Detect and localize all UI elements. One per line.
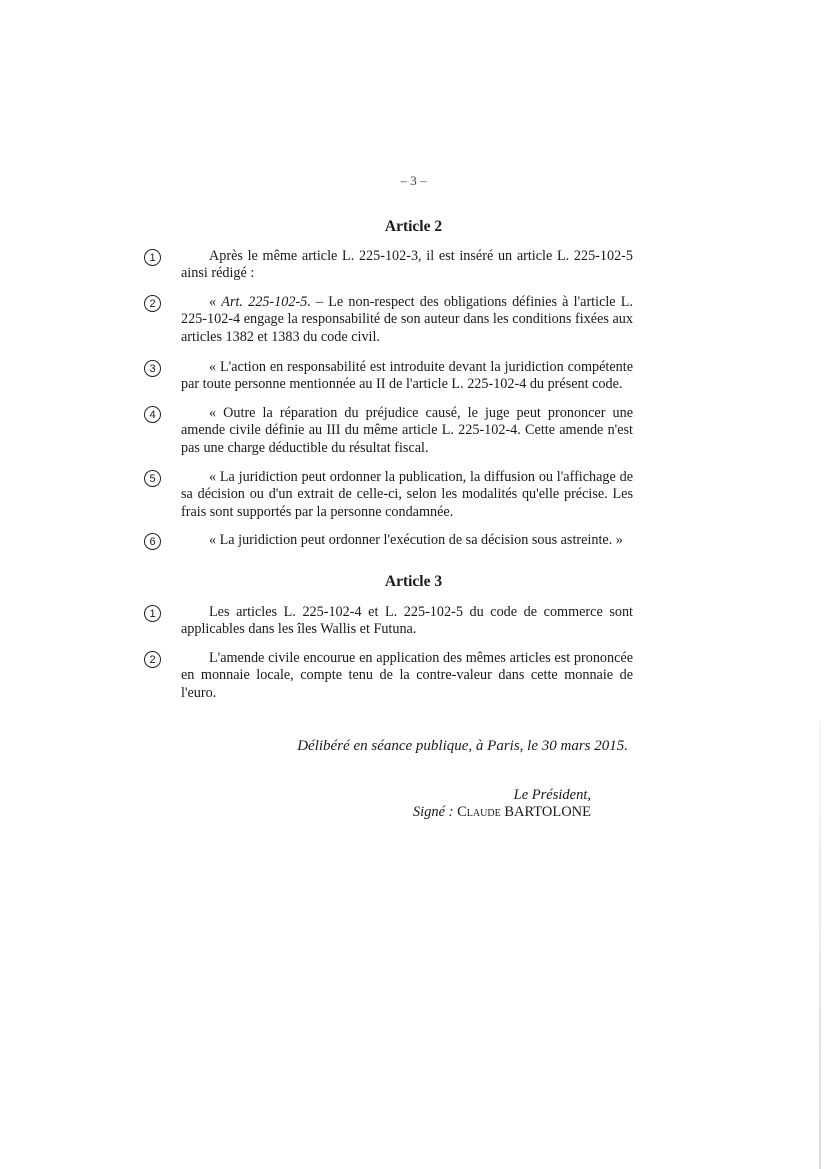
paragraph-number-marker: 1: [144, 605, 161, 622]
article-3-title: Article 3: [384, 573, 443, 590]
deliberation-statement: Délibéré en séance publique, à Paris, le 30 mars 2015.: [297, 738, 628, 754]
paragraph-text: « La juridiction peut ordonner l'exécution de sa décision sous astreinte. »: [209, 532, 623, 548]
signed-label: Signé :: [412, 804, 454, 820]
paragraph-number-marker: 2: [144, 651, 161, 668]
paragraph-text: « L'action en responsabilité est introduite devant la juridiction compétente par toute personne mentionnée au II de l'article L. 225-102-4 du présent code.: [181, 359, 633, 393]
paragraph-text: [181, 294, 633, 346]
paragraph-number-marker: 1: [144, 249, 161, 266]
paragraph-number-marker: 2: [144, 295, 161, 312]
paragraph-number-marker: 3: [144, 360, 161, 377]
paragraph-text: Après le même article L. 225-102-3, il est inséré un article L. 225-102-5 ainsi rédigé :: [181, 248, 633, 282]
paragraph-number-marker: 4: [144, 406, 161, 423]
scan-edge-shadow: [819, 720, 821, 1169]
paragraph-text: Les articles L. 225-102-4 et L. 225-102-5 du code de commerce sont applicables dans les îles Wallis et Futuna.: [181, 604, 633, 638]
paragraph-number-marker: 5: [144, 470, 161, 487]
signatory-role: Le Président,: [513, 787, 591, 803]
article-reference: Art. 225-102-5.: [221, 294, 311, 310]
paragraph-number-marker: 6: [144, 533, 161, 550]
paragraph-body: – Le non-respect des obligations définies à l'article L. 225-102-4 engage la responsabilité de son auteur dans les conditions fixées aux articles 1382 et 1383 du code civil.: [181, 294, 633, 345]
paragraph-text: « La juridiction peut ordonner la publication, la diffusion ou l'affichage de sa décision ou d'un extrait de celle-ci, selon les modalités qu'elle précise. Les frais sont supportés par la personne condamnée.: [181, 469, 633, 520]
page-number: – 3 –: [400, 173, 427, 188]
paragraph-text: « Outre la réparation du préjudice causé, le juge peut prononcer une amende civile définie au III du même article L. 225-102-4. Cette amende n'est pas une charge déductible du résultat fiscal.: [181, 405, 633, 456]
signatory-last-name: BARTOLONE: [504, 804, 591, 820]
paragraph-text: L'amende civile encourue en application des mêmes articles est prononcée en monnaie locale, compte tenu de la contre-valeur dans cette monnaie de l'euro.: [181, 650, 633, 701]
quote-open: «: [209, 294, 222, 310]
signatory-first-name: Claude: [457, 804, 501, 820]
article-2-title: Article 2: [384, 218, 443, 235]
signature-line: [380, 804, 591, 821]
